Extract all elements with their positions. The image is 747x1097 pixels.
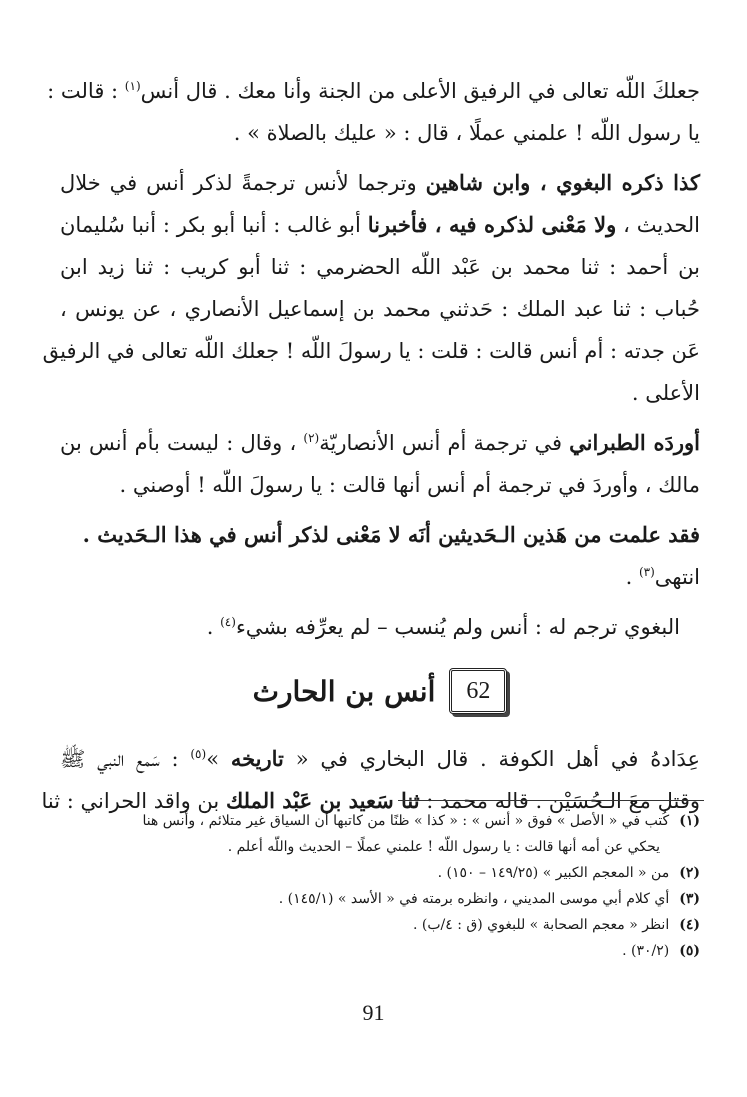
text-line: مالك ، وأوردَ في ترجمة أم أنس أنها قالت : يا رسولَ اللّه ! أوصني . bbox=[119, 473, 700, 497]
bold-run: أوردَه الطبراني bbox=[569, 430, 700, 455]
text-line: عَن جدته : أم أنس قالت : قلت : يا رسولَ اللّه ! جعلك اللّه تعالى في الرفيق bbox=[42, 339, 700, 363]
footnote-item bbox=[60, 860, 700, 886]
text-line bbox=[60, 514, 700, 556]
text-line bbox=[60, 422, 700, 464]
entry-number: 62 bbox=[466, 677, 491, 704]
footnote-ref-3[interactable]: (٣) bbox=[638, 565, 655, 579]
text-run: انتهى bbox=[654, 565, 700, 589]
paragraph-3 bbox=[60, 422, 700, 506]
footnote-ref-4[interactable]: (٤) bbox=[220, 615, 236, 629]
text-run: » bbox=[206, 747, 231, 771]
footnote-text: من « المعجم الكبير » (١٤٩/٢٥ – ١٥٠) . bbox=[437, 865, 670, 881]
footnote-divider bbox=[398, 800, 704, 801]
entry-title: أنس بن الحارث bbox=[252, 674, 436, 708]
text-run: جعلكَ اللّه تعالى في الرفيق الأعلى من الجنة وأنا معك . قال أنس bbox=[140, 79, 700, 103]
entry-heading bbox=[60, 668, 700, 714]
text-run: أبو غالب : أنبا أبو بكر : أنبا سُليمان bbox=[60, 213, 368, 237]
footnote-text: (٣٠/٢) . bbox=[622, 943, 670, 959]
text-line bbox=[47, 70, 700, 112]
text-run: : سَمع النبي ﷺ bbox=[60, 747, 191, 771]
bold-run: ولا مَعْنى لذكره فيه ، فأخبرنا bbox=[367, 212, 617, 237]
paragraph-4 bbox=[60, 514, 700, 598]
text-run: في ترجمة أم أنس الأنصاريّة bbox=[319, 431, 570, 455]
bold-run: تاريخه bbox=[230, 746, 284, 771]
footnote-number: (٣) bbox=[679, 891, 700, 907]
text-line bbox=[60, 162, 700, 204]
footnote-item bbox=[60, 912, 700, 938]
page-body bbox=[41, 70, 701, 830]
footnote-number: (٢) bbox=[679, 865, 700, 881]
text-line: بن أحمد : ثنا محمد بن عَبْد اللّه الحضرمي : ثنا أبو كريب : ثنا زيد ابن bbox=[60, 255, 700, 279]
text-run: وقتل معَ الـحُسَيْن . قاله محمد : bbox=[419, 789, 700, 813]
paragraph-5 bbox=[60, 606, 700, 648]
text-line bbox=[60, 204, 700, 246]
text-run: . bbox=[206, 615, 221, 639]
footnote-number: (٥) bbox=[679, 943, 700, 959]
footnote-text: كُتب في « الأصل » فوق « أنس » : « كذا » ظنًا من كاتبها أن السياق غير متلائم ، وأنس هنا bbox=[142, 813, 670, 829]
text-run: الحديث ، bbox=[616, 213, 701, 237]
text-run: عِدَادهُ في أهل الكوفة . قال البخاري في « bbox=[283, 747, 700, 771]
paragraph-2 bbox=[42, 162, 701, 414]
text-line: حُباب : ثنا عبد الملك : حَدثني محمد بن إسماعيل الأنصاري ، عن يونس ، bbox=[60, 297, 700, 321]
text-run: بن واقد الحراني : ثنا bbox=[41, 789, 226, 813]
text-run: ، وقال : ليست بأم أنس بن bbox=[60, 431, 304, 455]
footnote-text: أي كلام أبي موسى المديني ، وانظره برمته في « الأسد » (١٤٥/١) . bbox=[278, 891, 670, 907]
page-number: 91 bbox=[362, 1000, 385, 1025]
footnote-ref-2[interactable]: (٢) bbox=[303, 431, 320, 445]
text-run: . bbox=[625, 565, 639, 589]
footnote-item bbox=[60, 886, 700, 912]
text-line bbox=[60, 738, 700, 780]
footnote-number: (١) bbox=[679, 813, 700, 829]
footnote-ref-5[interactable]: (٥) bbox=[190, 747, 207, 761]
text-run: البغوي ترجم له : أنس ولم يُنسب – لم يعرِّفه بشيء bbox=[235, 615, 680, 639]
footnote-item bbox=[60, 808, 700, 834]
footnote-text: يحكي عن أمه أنها قالت : يا رسول اللّه ! علمني عملًا – الحديث واللّه أعلم . bbox=[227, 839, 660, 855]
text-line bbox=[60, 556, 700, 598]
bold-run: ثنا سَعيد بن عَبْد الملك bbox=[225, 788, 420, 813]
text-run: : قالت : bbox=[47, 79, 125, 103]
text-line: يا رسول اللّه ! علمني عملًا ، قال : « عليك بالصلاة » . bbox=[233, 121, 700, 145]
paragraph-1 bbox=[47, 70, 700, 154]
footnote-number: (٤) bbox=[679, 917, 700, 933]
text-line: الأعلى . bbox=[631, 381, 700, 405]
bold-run: فقد علمت من هَذين الـحَديثين أنَه لا مَعْنى لذكر أنس في هذا الـحَديث . bbox=[82, 522, 700, 547]
entry-number-box bbox=[449, 668, 507, 714]
footnote-item bbox=[60, 834, 700, 860]
footnotes bbox=[60, 808, 700, 964]
text-run: وترجما لأنس ترجمةً لذكر أنس في خلال bbox=[60, 171, 426, 195]
text-line bbox=[60, 606, 680, 648]
footnote-item bbox=[60, 938, 700, 964]
bold-run: كذا ذكره البغوي ، وابن شاهين bbox=[425, 170, 701, 195]
footnote-ref-1[interactable]: (١) bbox=[124, 79, 141, 93]
footnote-text: انظر « معجم الصحابة » للبغوي (ق : ٤/ب) . bbox=[412, 917, 670, 933]
